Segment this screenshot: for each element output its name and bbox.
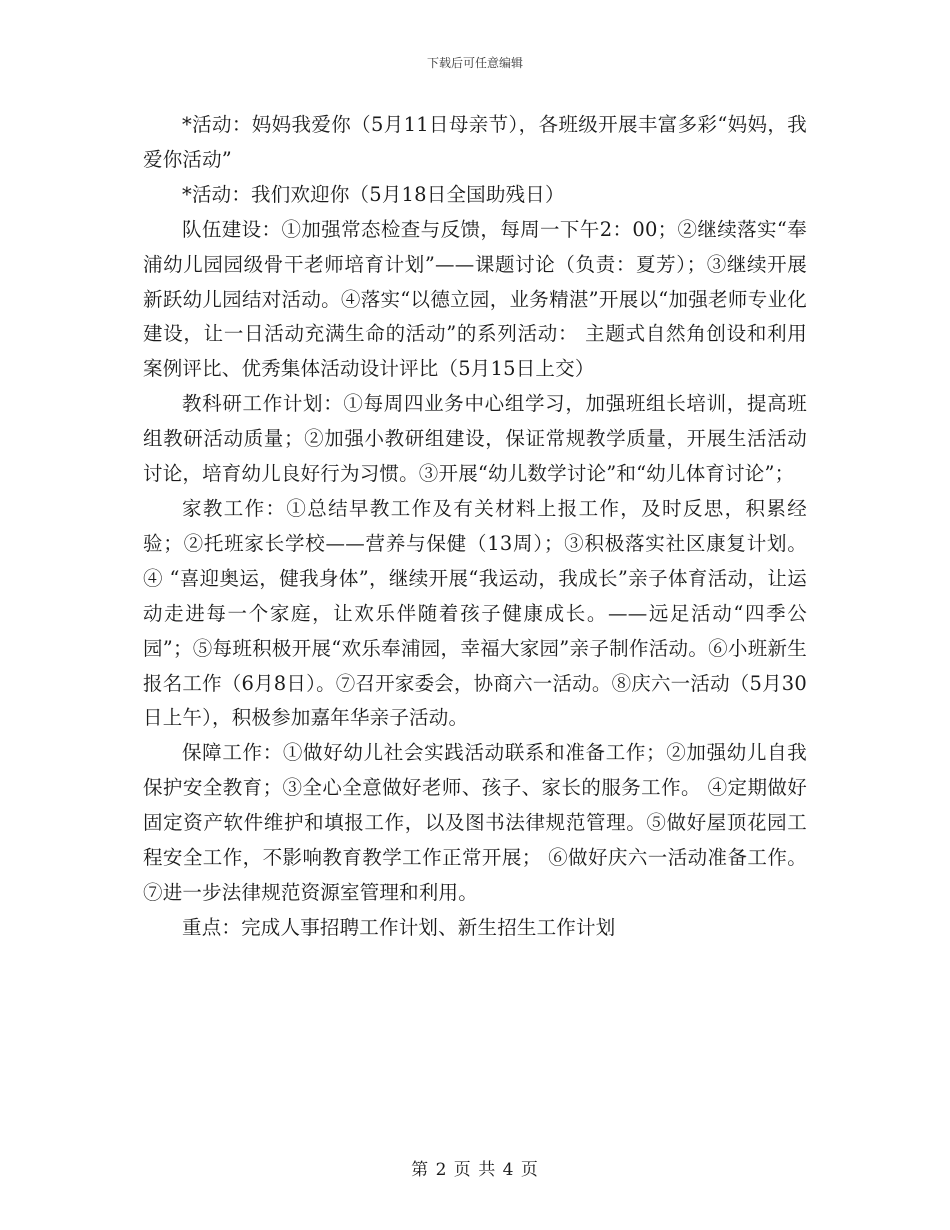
paragraph-support-work: 保障工作：①做好幼儿社会实践活动联系和准备工作；②加强幼儿自我保护安全教育；③全心全意做好老师、孩子、家长的服务工作。 ④定期做好固定资产软件维护和填报工作，以及图书法律规范管理。⑤做好屋顶花园工程安全工作，不影响教育教学工作正常开展； ⑥做好庆六一活动准备工作。⑦进一步法律规范资源室管理和利用。 [143, 741, 807, 904]
paragraph-key-points: 重点：完成人事招聘工作计划、新生招生工作计划 [182, 915, 616, 939]
paragraph-family-education: 家教工作：①总结早教工作及有关材料上报工作，及时反思，积累经验；②托班家长学校——营养与保健（13周）；③积极落实社区康复计划。④ “喜迎奥运，健我身体”，继续开展“我运动，我成长”亲子体育活动，让运动走进每一个家庭，让欢乐伴随着孩子健康成长。——远足活动“四季公园”；⑤每班积极开展“欢乐奉浦园，幸福大家园”亲子制作活动。⑥小班新生报名工作（6月8日）。⑦召开家委会，协商六一活动。⑧庆六一活动（5月30日上午），积极参加嘉年华亲子活动。 [143, 496, 807, 730]
document-body [143, 108, 807, 946]
paragraph-research-plan: 教科研工作计划：①每周四业务中心组学习，加强班组长培训，提高班组教研活动质量；②加强小教研组建设，保证常规教学质量，开展生活活动讨论，培育幼儿良好行为习惯。③开展“幼儿数学讨论”和“幼儿体育讨论”； [143, 392, 807, 486]
paragraph-disability-day-activity: *活动：我们欢迎你（5月18日全国助残日） [182, 182, 565, 206]
page-number-footer: 第 2 页 共 4 页 [411, 1160, 539, 1180]
paragraph-mothers-day-activity: *活动：妈妈我爱你（5月11日母亲节），各班级开展丰富多彩“妈妈，我爱你活动” [143, 113, 807, 171]
paragraph-team-building: 队伍建设：①加强常态检查与反馈，每周一下午2：00；②继续落实“奉浦幼儿园园级骨干老师培育计划”——课题讨论（负责：夏芳）；③继续开展新跃幼儿园结对活动。④落实“以德立园，业务精湛”开展以“加强老师专业化建设，让一日活动充满生命的活动”的系列活动： 主题式自然角创设和利用案例评比、优秀集体活动设计评比（5月15日上交） [143, 217, 807, 381]
page-header: 下载后可任意编辑 [426, 56, 523, 70]
